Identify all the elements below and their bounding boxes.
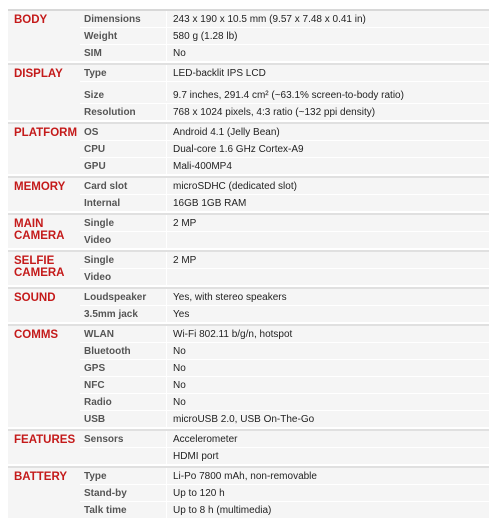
spec-row	[80, 157, 489, 174]
section-title: BODY	[14, 14, 48, 26]
section-rows	[80, 468, 489, 518]
spec-label: Loudspeaker	[84, 291, 147, 303]
spec-value: Up to 120 h	[166, 485, 489, 501]
spec-row	[80, 215, 489, 231]
spec-value: 768 x 1024 pixels, 4:3 ratio (~132 ppi density)	[166, 104, 489, 120]
spec-value: No	[166, 394, 489, 410]
spec-row	[80, 376, 489, 393]
section-title: BATTERY	[14, 471, 68, 483]
spec-value: Wi-Fi 802.11 b/g/n, hotspot	[166, 326, 489, 342]
spec-value: Android 4.1 (Jelly Bean)	[166, 124, 489, 140]
spec-label: Single	[84, 217, 115, 229]
spec-row	[80, 342, 489, 359]
spec-label: Talk time	[84, 504, 127, 516]
spec-label: SIM	[84, 47, 102, 59]
spec-row	[80, 81, 489, 103]
spec-row	[80, 447, 489, 464]
spec-row	[80, 326, 489, 342]
spec-value	[166, 232, 489, 248]
spec-row	[80, 305, 489, 322]
spec-row	[80, 140, 489, 157]
spec-value: Yes	[166, 306, 489, 322]
spec-label: Size	[84, 90, 105, 101]
section-rows	[80, 252, 489, 285]
spec-section-sound	[8, 287, 489, 322]
section-divider	[8, 518, 489, 520]
section-rows	[80, 178, 489, 211]
spec-row	[80, 124, 489, 140]
spec-value: No	[166, 343, 489, 359]
spec-value: LED-backlit IPS LCD	[166, 65, 489, 81]
spec-row	[80, 468, 489, 484]
spec-table	[8, 9, 489, 520]
spec-value: 580 g (1.28 lb)	[166, 28, 489, 44]
spec-row	[80, 431, 489, 447]
spec-row	[80, 231, 489, 248]
spec-label: GPU	[84, 160, 106, 172]
section-rows	[80, 215, 489, 248]
spec-row	[80, 194, 489, 211]
spec-value: Up to 8 h (multimedia)	[166, 502, 489, 518]
spec-value: 2 MP	[166, 215, 489, 231]
spec-label: Dimensions	[84, 13, 141, 25]
spec-label: Single	[84, 254, 115, 266]
section-rows	[80, 431, 489, 464]
spec-section-comms	[8, 324, 489, 427]
spec-value: microSDHC (dedicated slot)	[166, 178, 489, 194]
spec-value: 243 x 190 x 10.5 mm (9.57 x 7.48 x 0.41 in)	[166, 11, 489, 27]
spec-row	[80, 484, 489, 501]
section-rows	[80, 11, 489, 61]
section-title: COMMS	[14, 329, 59, 341]
spec-value: 16GB 1GB RAM	[166, 195, 489, 211]
spec-label: OS	[84, 126, 99, 138]
section-rows	[80, 289, 489, 322]
spec-label: USB	[84, 413, 106, 425]
spec-value: No	[166, 45, 489, 61]
spec-label: Sensors	[84, 433, 124, 445]
spec-value: 2 MP	[166, 252, 489, 268]
spec-label: Type	[84, 67, 107, 79]
spec-row	[80, 178, 489, 194]
spec-row	[80, 501, 489, 518]
spec-section-selfie-camera	[8, 250, 489, 285]
spec-row	[80, 268, 489, 285]
spec-value: Accelerometer	[166, 431, 489, 447]
spec-value: Mali-400MP4	[166, 158, 489, 174]
spec-section-features	[8, 429, 489, 464]
spec-value: microUSB 2.0, USB On-The-Go	[166, 411, 489, 427]
spec-row	[80, 44, 489, 61]
spec-value	[166, 269, 489, 285]
section-rows	[80, 326, 489, 427]
spec-section-body	[8, 9, 489, 61]
spec-row	[80, 11, 489, 27]
spec-label: NFC	[84, 379, 105, 391]
spec-label: CPU	[84, 143, 106, 155]
spec-label: Bluetooth	[84, 345, 131, 357]
spec-label: Radio	[84, 396, 112, 408]
spec-label: Internal	[84, 197, 121, 209]
section-title: MEMORY	[14, 181, 66, 193]
spec-value: Dual-core 1.6 GHz Cortex-A9	[166, 141, 489, 157]
section-title: SELFIE CAMERA	[14, 255, 65, 279]
spec-label: Resolution	[84, 106, 136, 118]
section-rows	[80, 124, 489, 174]
section-title: FEATURES	[14, 434, 76, 446]
spec-label: Video	[84, 234, 112, 246]
spec-label: GPS	[84, 362, 106, 374]
spec-section-memory	[8, 176, 489, 211]
section-rows	[80, 65, 489, 120]
spec-value: No	[166, 377, 489, 393]
spec-value: No	[166, 360, 489, 376]
spec-section-battery	[8, 466, 489, 518]
spec-section-display	[8, 63, 489, 120]
spec-label: Video	[84, 271, 112, 283]
spec-row	[80, 103, 489, 120]
spec-value: 9.7 inches, 291.4 cm² (~63.1% screen-to-body ratio)	[166, 82, 489, 101]
spec-value: Li-Po 7800 mAh, non-removable	[166, 468, 489, 484]
section-title: PLATFORM	[14, 127, 78, 139]
spec-label: Type	[84, 470, 107, 482]
spec-row	[80, 289, 489, 305]
spec-row	[80, 65, 489, 81]
spec-section-platform	[8, 122, 489, 174]
spec-value: Yes, with stereo speakers	[166, 289, 489, 305]
spec-label: Weight	[84, 30, 118, 42]
spec-section-main-camera	[8, 213, 489, 248]
spec-row	[80, 252, 489, 268]
spec-label: WLAN	[84, 328, 114, 340]
section-title: SOUND	[14, 292, 56, 304]
spec-row	[80, 393, 489, 410]
spec-value: HDMI port	[166, 448, 489, 464]
spec-row	[80, 27, 489, 44]
spec-row	[80, 410, 489, 427]
spec-label: Stand-by	[84, 487, 127, 499]
section-title: MAIN CAMERA	[14, 218, 65, 242]
spec-row	[80, 359, 489, 376]
section-title: DISPLAY	[14, 68, 63, 80]
spec-label: 3.5mm jack	[84, 308, 138, 320]
spec-label: Card slot	[84, 180, 128, 192]
